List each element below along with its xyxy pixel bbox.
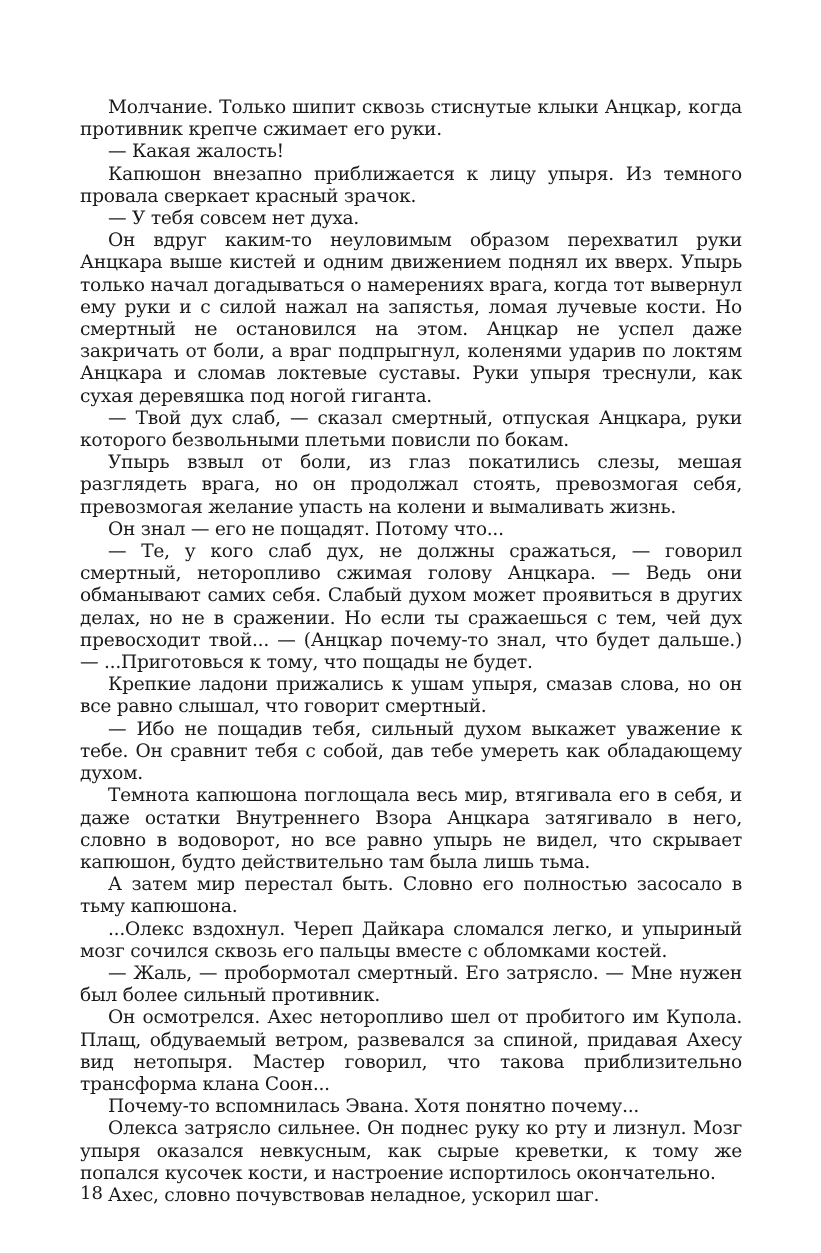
paragraph-1: Молчание. Только шипит сквозь стиснутые клыки Анцкар, когда противник крепче сжимает его руки. (80, 97, 742, 141)
paragraph-3: Капюшон внезапно приближается к лицу упыря. Из темного провала сверкает красный зрачок. (80, 163, 742, 207)
paragraph-9: — Те, у кого слаб дух, не должны сражаться, — говорил смертный, неторопливо сжимая голову Анцкара. — Ведь они обманывают самих себя. Слабый духом может проявиться в других делах, но не в сражении. Но если ты сражаешься с тем, чей дух превосходит твой... — (Анцкар почему-то знал, что будет дальше.) — ...Приготовься к тому, что пощады не будет. (80, 541, 742, 674)
page-number: 18 (80, 1183, 103, 1204)
paragraph-2: — Какая жалость! (108, 141, 284, 163)
paragraph-13: А затем мир перестал быть. Словно его полностью засосало в тьму капюшона. (80, 874, 742, 918)
paragraph-7: Упырь взвыл от боли, из глаз покатились слезы, мешая разглядеть врага, но он продолжал стоять, превозмогая себя, превозмогая желание упасть на колени и вымаливать жизнь. (80, 452, 742, 518)
paragraph-4: — У тебя совсем нет духа. (108, 208, 360, 230)
paragraph-8: Он знал — его не пощадят. Потому что... (108, 518, 504, 540)
paragraph-12: Темнота капюшона поглощала весь мир, втягивала его в себя, и даже остатки Внутреннего Взора Анцкара затягивало в него, словно в водоворот, но все равно упырь не видел, что скрывает капюшон, будто действительно там была лишь тьма. (80, 785, 742, 873)
paragraph-11: — Ибо не пощадив тебя, сильный духом выкажет уважение к тебе. Он сравнит тебя с собой, дав тебе умереть как обладающему духом. (80, 718, 742, 785)
body-text (80, 97, 742, 1207)
paragraph-14: ...Олекс вздохнул. Череп Дайкара сломался легко, и упыриный мозг сочился сквозь его пальцы вместе с обломками костей. (80, 918, 742, 962)
paragraph-15: — Жаль, — пробормотал смертный. Его затрясло. — Мне нужен был более сильный противник. (80, 962, 742, 1007)
paragraph-10: Крепкие ладони прижались к ушам упыря, смазав слова, но он все равно слышал, что говорит смертный. (80, 674, 742, 718)
paragraph-5: Он вдруг каким-то неуловимым образом перехватил руки Анцкара выше кистей и одним движением поднял их вверх. Упырь только начал догадываться о намерениях врага, когда тот вывернул ему руки и с силой нажал на запястья, ломая лучевые кости. Но смертный не остановился на этом. Анцкар не успел даже закричать от боли, а враг подпрыгнул, коленями ударив по локтям Анцкара и сломав локтевые суставы. Руки упыря треснули, как сухая деревяшка под ногой гиганта. (80, 230, 742, 407)
paragraph-17: Почему-то вспомнилась Эвана. Хотя понятно почему... (108, 1096, 640, 1118)
paragraph-18: Олекса затрясло сильнее. Он поднес руку ко рту и лизнул. Мозг упыря оказался невкусным, как сырые креветки, к тому же попался кусочек кости, и настроение испортилось окончательно. (80, 1118, 742, 1184)
paragraph-19: Ахес, словно почувствовав неладное, ускорил шаг. (108, 1184, 600, 1206)
paragraph-6: — Твой дух слаб, — сказал смертный, отпуская Анцкара, руки которого безвольными плетьми повисли по бокам. (80, 407, 742, 452)
paragraph-16: Он осмотрелся. Ахес неторопливо шел от пробитого им Купола. Плащ, обдуваемый ветром, развевался за спиной, придавая Ахесу вид нетопыря. Мастер говорил, что такова приблизительно трансформа клана Соон... (80, 1007, 742, 1095)
